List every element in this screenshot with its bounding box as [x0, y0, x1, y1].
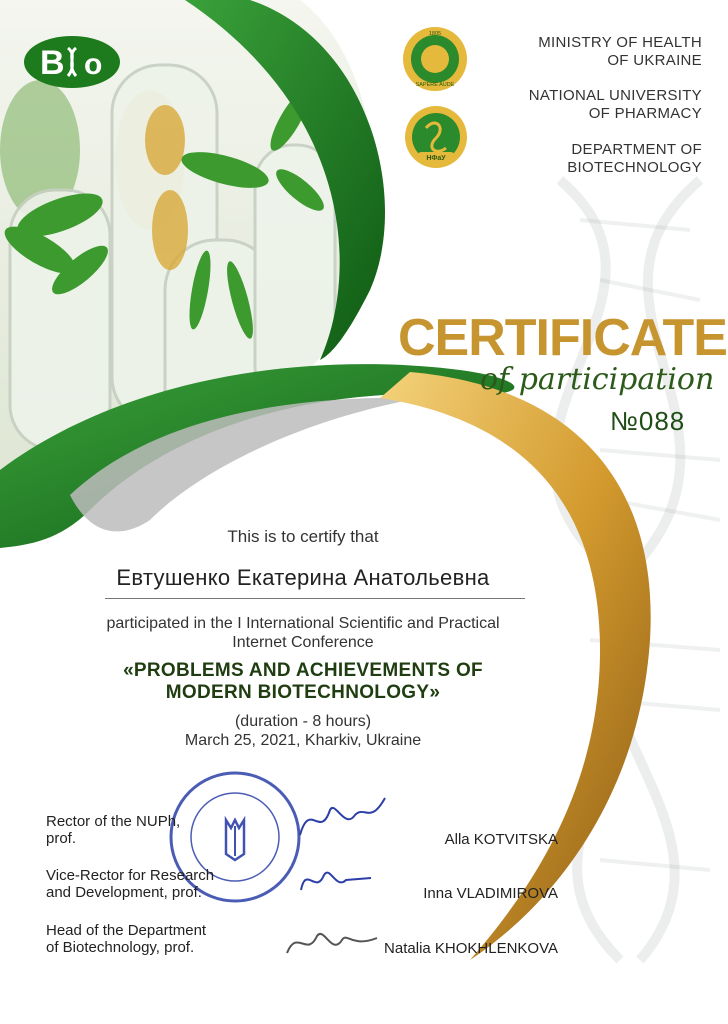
vice-rector-role: Vice-Rector for Research and Development, prof. [46, 867, 215, 901]
ministry-line-2: OF UKRAINE [607, 52, 702, 69]
svg-text:НФаУ: НФаУ [426, 155, 446, 162]
department-line-1: DEPARTMENT OF [571, 141, 702, 158]
certificate-title: CERTIFICATE [398, 309, 727, 367]
rector-name: Alla KOTVITSKA [444, 831, 558, 848]
conference-title [40, 660, 566, 704]
department-line-2: BIOTECHNOLOGY [567, 159, 702, 176]
ministry-name [538, 34, 702, 70]
bio-logo-icon [22, 34, 122, 90]
date-place-text: March 25, 2021, Kharkiv, Ukraine [184, 732, 422, 749]
certificate-subtitle: of participation [480, 362, 715, 397]
signature-vice-rector [296, 860, 376, 900]
duration-text: (duration - 8 hours) [234, 713, 372, 730]
conference-line-2: MODERN BIOTECHNOLOGY» [165, 682, 441, 703]
svg-text:o: o [84, 48, 103, 81]
participant-name: Евтушенко Екатерина Анатольевна [116, 565, 490, 590]
svg-text:SAPERE AUDE: SAPERE AUDE [415, 82, 455, 88]
signature-rector [290, 790, 390, 850]
university-line-1: NATIONAL UNIVERSITY [528, 87, 702, 104]
participation-text [40, 614, 566, 652]
participation-line-2: Internet Conference [232, 634, 374, 651]
ministry-line-1: MINISTRY OF HEALTH [538, 34, 702, 51]
name-underline [105, 598, 525, 599]
rector-role: Rector of the NUPh, prof. [46, 813, 181, 847]
conference-line-1: «PROBLEMS AND ACHIEVEMENTS OF [123, 660, 483, 681]
university-name [529, 87, 702, 123]
vice-rector-name: Inna VLADIMIROVA [423, 885, 558, 902]
department-seal-icon [404, 104, 468, 170]
svg-text:1805: 1805 [428, 31, 442, 37]
head-role: Head of the Department of Biotechnology, prof. [46, 922, 207, 956]
department-name [567, 141, 702, 177]
head-name: Natalia KHOKHLENKOVA [384, 940, 558, 957]
university-line-2: OF PHARMACY [588, 105, 702, 122]
signature-head [282, 918, 382, 968]
certificate-number: №088 [610, 406, 686, 436]
svg-text:B: B [40, 44, 65, 82]
university-seal-icon [402, 26, 468, 92]
participation-line-1: participated in the I International Scientific and Practical [106, 615, 500, 632]
certify-text: This is to certify that [227, 527, 379, 546]
